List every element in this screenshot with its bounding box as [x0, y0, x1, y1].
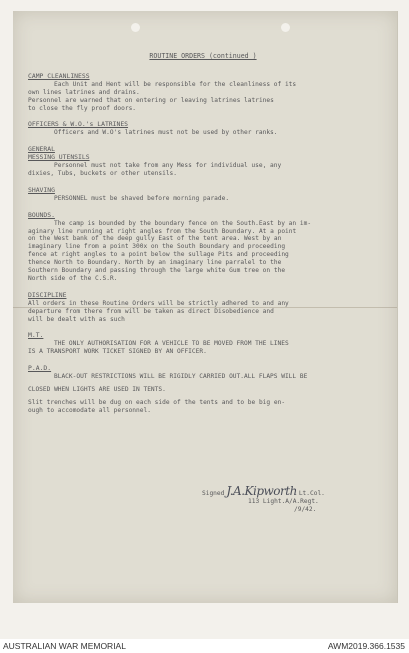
section-text-line: Slit trenches will be dug on each side of the tents and to be big en- [28, 398, 286, 406]
section-text-line: aginary line running at right angles from the South Boundary. At a point [28, 227, 297, 235]
signature-line [202, 484, 372, 498]
order-section [28, 121, 378, 137]
section-text-line: ough to accomodate all personnel. [28, 406, 151, 414]
document-sheet [13, 11, 398, 603]
section-text-line: Southern Boundary and passing through the large white Gum tree on the [28, 267, 286, 275]
order-section [28, 292, 378, 324]
section-text-line: Officers and W.O's latrines must not be used by other ranks. [54, 129, 278, 137]
section-text-line: own lines latrines and drains. [28, 88, 140, 96]
signature-prefix: Signed [202, 490, 225, 497]
section-text-line: PERSONNEL must be shaved before morning parade. [54, 194, 230, 202]
section-text-line: CLOSED WHEN LIGHTS ARE USED IN TENTS. [28, 386, 166, 393]
footer-accession-number: AWM2019.366.1535 [327, 641, 405, 651]
order-section [28, 187, 378, 203]
section-text-line: on the West bank of the deep gully East of the tent area. West by an [28, 235, 282, 243]
order-section [28, 365, 378, 415]
footer-institution: AUSTRALIAN WAR MEMORIAL [3, 641, 126, 651]
signature-rank: Lt.Col. [298, 490, 325, 497]
section-text-line: departure from there from will be taken as direct Disobedience and [28, 307, 274, 315]
section-text-line: dixies, Tubs, buckets or other utensils. [28, 169, 178, 177]
section-heading: CAMP CLEANLINESS [28, 71, 90, 80]
section-heading: GENERAL [28, 145, 55, 154]
section-text-line: THE ONLY AUTHORISATION FOR A VEHICLE TO BE MOVED FROM THE LINES [54, 340, 289, 348]
section-text-line: IS A TRANSPORT WORK TICKET SIGNED BY AN OFFICER. [28, 348, 207, 356]
section-heading: M.T. [28, 331, 44, 340]
section-text-line: Each Unit and Hent will be responsible for the cleanliness of its [54, 80, 297, 88]
section-subheading: MESSING UTENSILS [28, 153, 90, 162]
punch-hole [281, 23, 290, 32]
archive-footer [0, 639, 409, 653]
signature-handwritten: J.A.Kipworth [226, 484, 297, 498]
document-title: ROUTINE ORDERS (continued ) [149, 52, 257, 60]
section-text-line: imaginary line from a point 300x on the South Boundary and proceeding [28, 243, 286, 251]
section-text-line: All orders in these Routine Orders will be strictly adhered to and any [28, 299, 289, 307]
order-section [28, 332, 378, 356]
punch-hole [131, 23, 140, 32]
section-text-line: to close the fly proof doors. [28, 104, 137, 112]
order-section [28, 212, 378, 283]
section-text-line: thence North to Boundary. North by an imaginary line parralel to the [28, 259, 282, 267]
section-heading: DISCIPLINE [28, 290, 67, 299]
section-text-line: fence at right angles to a point below the sullage Pits and proceeding [28, 251, 289, 259]
section-heading: BOUNDS. [28, 210, 55, 219]
section-text-line: Personnel must not take from any Mess for individual use, any [54, 162, 282, 170]
section-text-line: BLACK-OUT RESTRICTIONS WILL BE RIGIDLY CARRIED OUT.ALL FLAPS WILL BE [54, 373, 308, 381]
signature-date: /9/42. [294, 506, 317, 513]
sections-container [28, 73, 378, 415]
signature-block [202, 484, 372, 514]
section-text-line: North side of the C.S.R. [28, 274, 118, 282]
document-body [28, 53, 378, 424]
signature-unit: 113 Light.A/A.Regt. [248, 498, 319, 505]
section-heading: P.A.D. [28, 364, 52, 373]
order-section [28, 73, 378, 113]
section-heading: SHAVING [28, 185, 55, 194]
section-text-line: The camp is bounded by the boundary fence on the South.East by an im- [54, 219, 312, 227]
section-text-line: will be dealt with as such [28, 315, 125, 323]
order-section [28, 146, 378, 178]
section-text-line: Personnel are warned that on entering or leaving latrines latrines [28, 96, 274, 104]
section-heading: OFFICERS & W.O.'s LATRINES [28, 120, 129, 129]
